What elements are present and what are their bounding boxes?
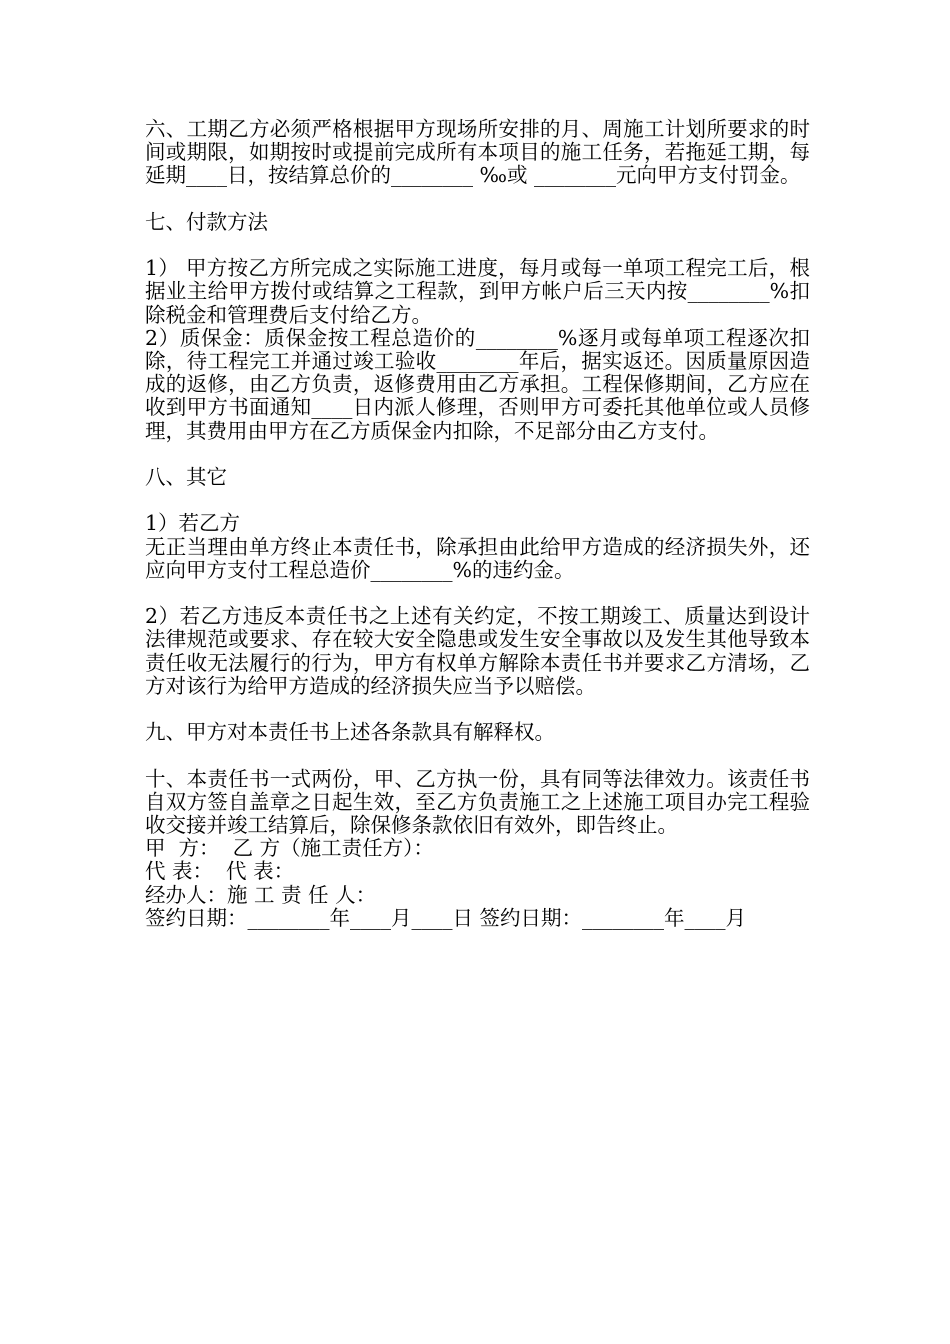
signature-handler-line: 经办人：施 工 责 任 人： (145, 882, 377, 907)
signature-representative-line: 代 表： 代 表： (145, 859, 295, 884)
section-8-item-1-text: 无正当理由单方终止本责任书，除承担由此给甲方造成的经济损失外，还应向甲方支付工程总造价________%的违约金。 (145, 534, 810, 582)
signature-date-line: 签约日期：________年____月____日 签约日期：________年____月 (145, 905, 747, 930)
spacer (145, 744, 810, 767)
section-7-item-2: 2）质保金：质保金按工程总造价的________%逐月或每单项工程逐次扣除，待工程完工并通过竣工验收________年后，据实返还。因质量原因造成的返修，由乙方负责，返修费用由乙方承担。工程保修期间，乙方应在收到甲方书面通知____日内派人修理，否则甲方可委托其他单位或人员修理，其费用由甲方在乙方质保金内扣除，不足部分由乙方支付。 (145, 325, 810, 443)
section-8-heading: 八、其它 (145, 465, 227, 489)
spacer (145, 188, 810, 211)
spacer (145, 582, 810, 605)
spacer (145, 234, 810, 257)
contract-page (145, 118, 810, 930)
spacer (145, 489, 810, 512)
section-8-item-1-label: 1）若乙方 (145, 511, 241, 536)
spacer (145, 443, 810, 466)
section-10: 十、本责任书一式两份，甲、乙方执一份，具有同等法律效力。该责任书自双方签自盖章之日起生效，至乙方负责施工之上述施工项目办完工程验收交接并竣工结算后，除保修条款依旧有效外，即告终止。 (145, 766, 810, 837)
section-9: 九、甲方对本责任书上述各条款具有解释权。 (145, 720, 555, 745)
section-6-duration: 六、工期乙方必须严格根据甲方现场所安排的月、周施工计划所要求的时间或期限，如期按时或提前完成所有本项目的施工任务，若拖延工期，每延期____日，按结算总价的________ ‰或 ________元向甲方支付罚金。 (145, 117, 810, 188)
section-7-heading: 七、付款方法 (145, 209, 268, 234)
section-7-item-1: 1） 甲方按乙方所完成之实际施工进度，每月或每一单项工程完工后，根据业主给甲方拨付或结算之工程款，到甲方帐户后三天内按________%扣除税金和管理费后支付给乙方。 (145, 256, 810, 327)
spacer (145, 698, 810, 721)
section-8-item-2: 2）若乙方违反本责任书之上述有关约定，不按工期竣工、质量达到设计法律规范或要求、存在较大安全隐患或发生安全事故以及发生其他导致本责任收无法履行的行为，甲方有权单方解除本责任书并要求乙方清场，乙方对该行为给甲方造成的经济损失应当予以赔偿。 (145, 604, 810, 698)
signature-party-line: 甲 方： 乙 方（施工责任方）： (145, 836, 434, 861)
signature-block (145, 837, 810, 930)
